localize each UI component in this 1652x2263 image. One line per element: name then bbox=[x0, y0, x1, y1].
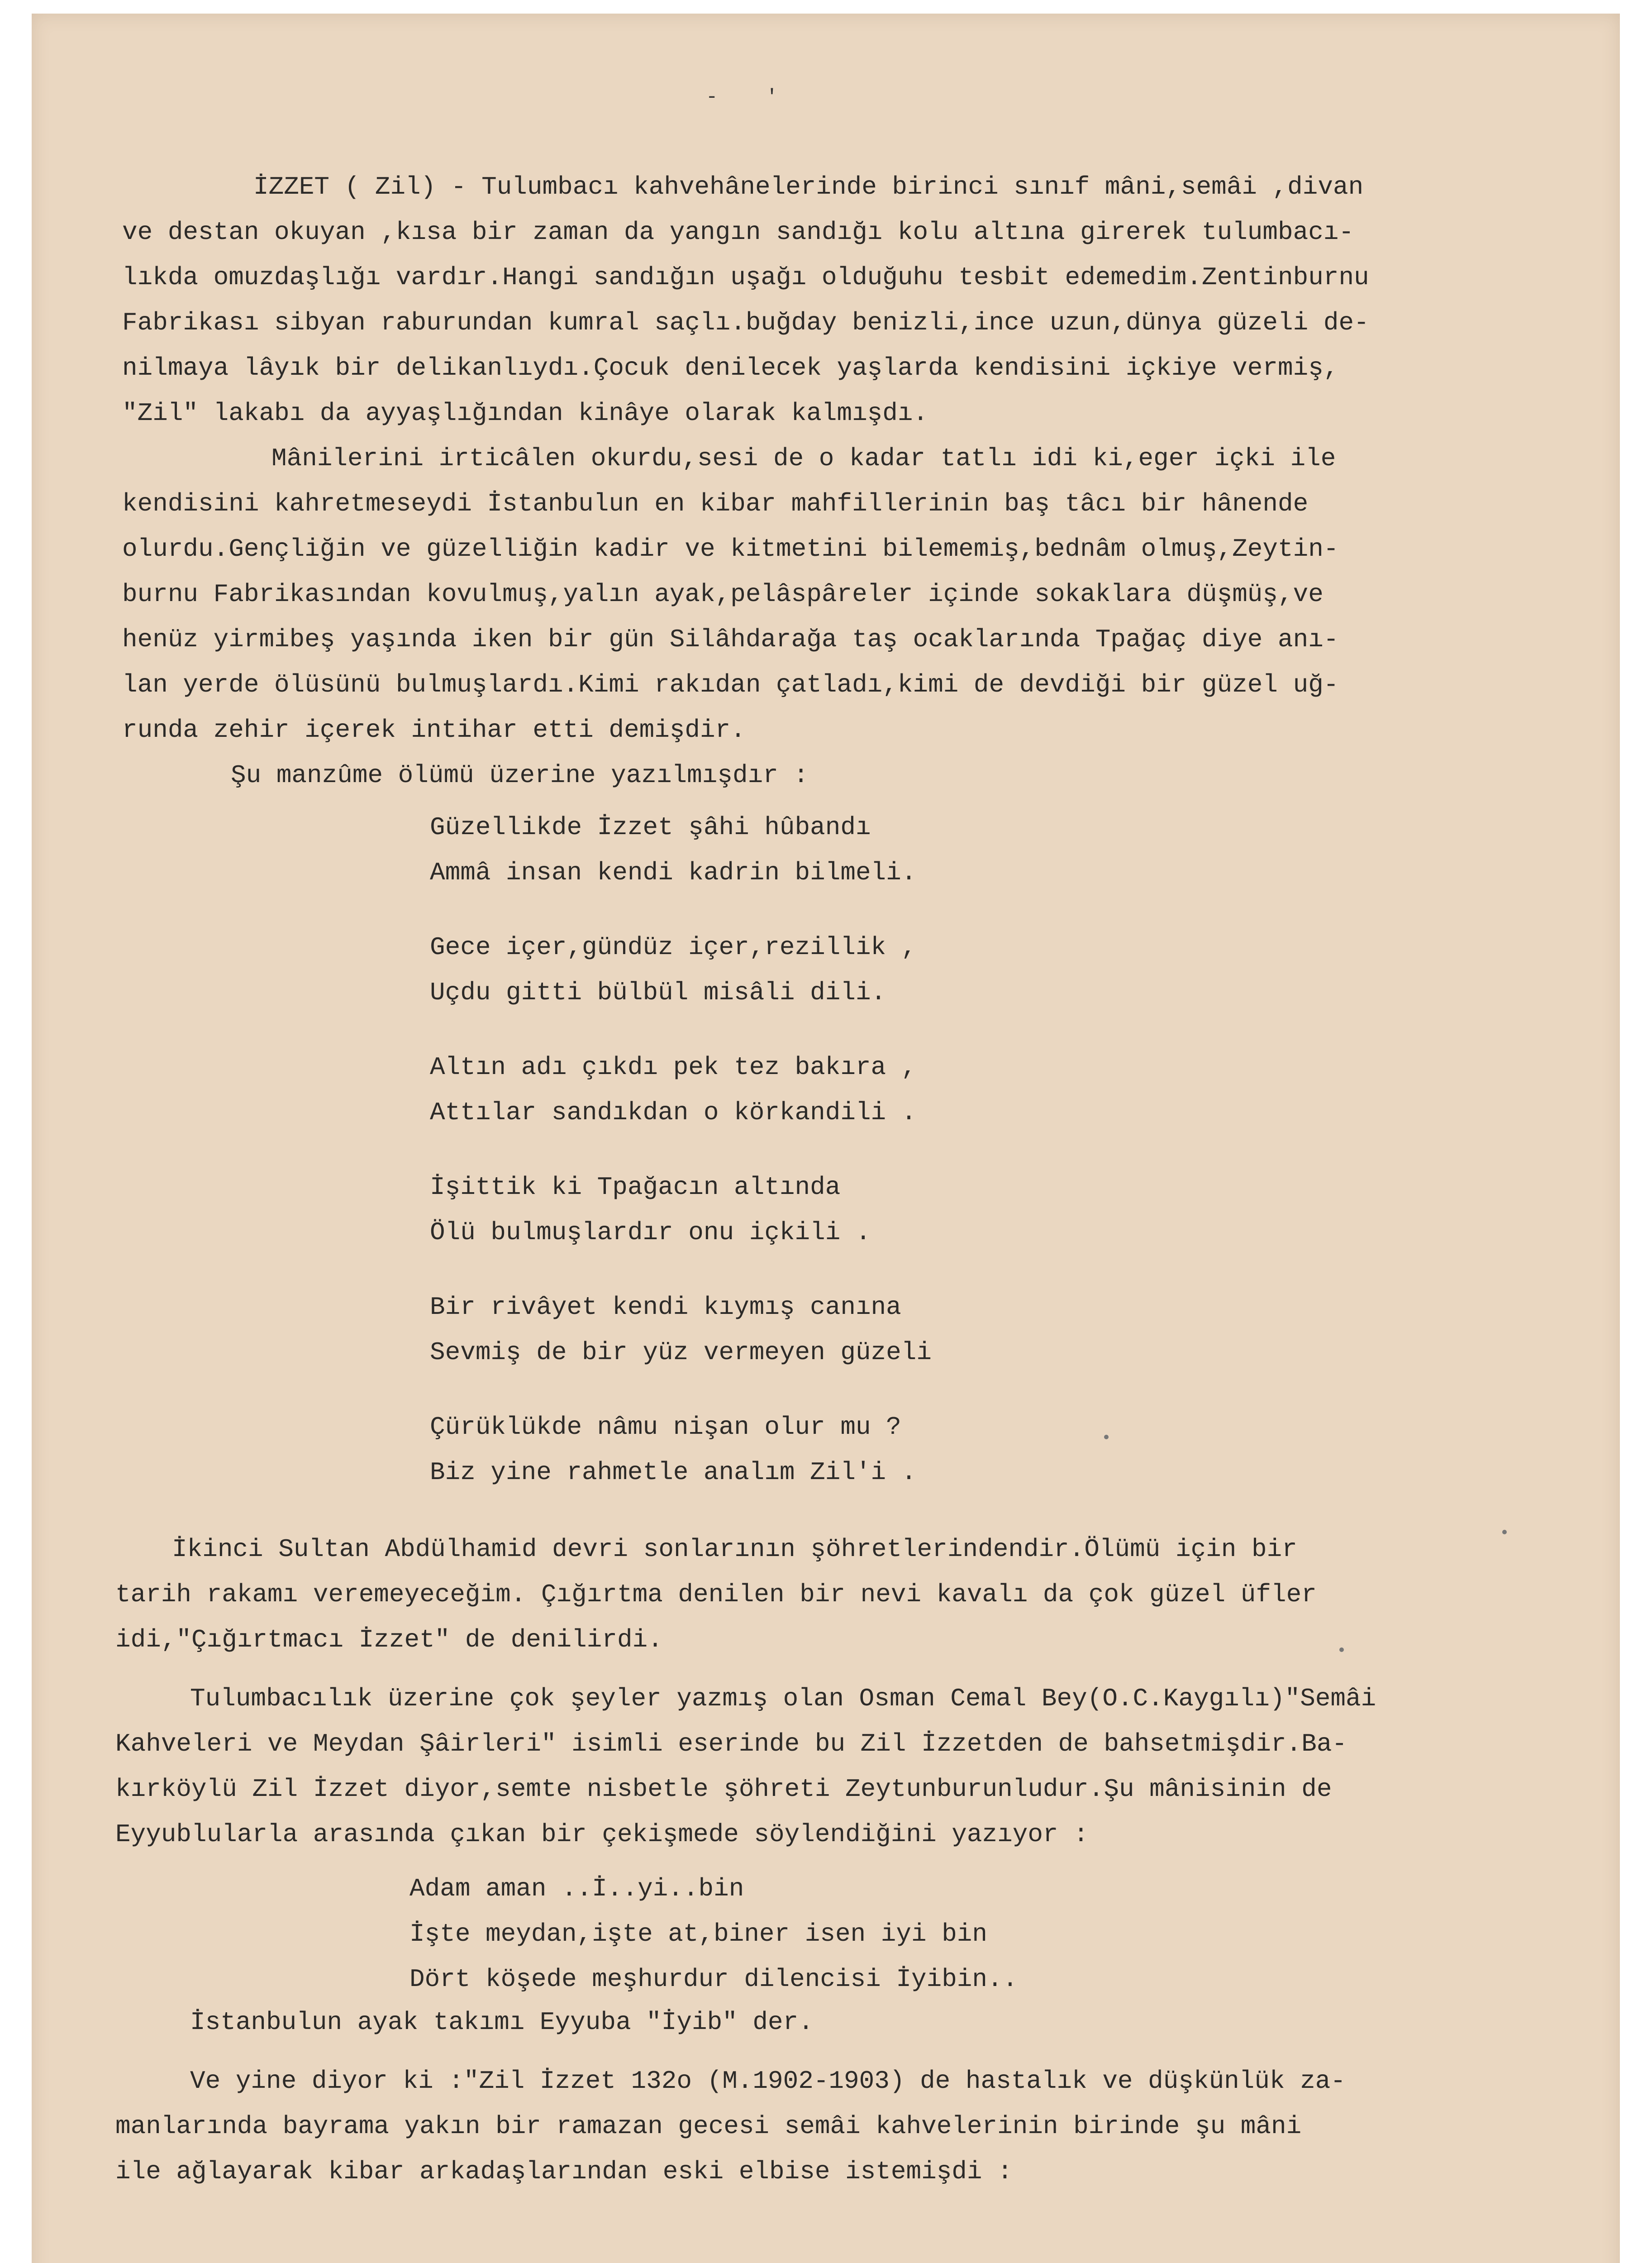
text-line: "Zil" lakabı da ayyaşlığından kinâye olarak kalmışdı. bbox=[122, 399, 928, 428]
poem-line: Gece içer,gündüz içer,rezillik , bbox=[430, 933, 917, 962]
poem-line: Bir rivâyet kendi kıymış canına bbox=[430, 1293, 901, 1322]
text-line: İstanbulun ayak takımı Eyyuba "İyib" der. bbox=[190, 2008, 814, 2037]
text-line: olurdu.Gençliğin ve güzelliğin kadir ve kitmetini bilememiş,bednâm olmuş,Zeytin- bbox=[122, 535, 1339, 563]
mani-line: Dört köşede meşhurdur dilencisi İyibin.. bbox=[409, 1965, 1018, 1994]
paper-speck bbox=[1104, 1435, 1109, 1439]
text-line: burnu Fabrikasından kovulmuş,yalın ayak,pelâspâreler içinde sokaklara düşmüş,ve bbox=[122, 580, 1324, 609]
poem-line: Güzellikde İzzet şâhi hûbandı bbox=[430, 813, 871, 842]
poem-line: Sevmiş de bir yüz vermeyen güzeli bbox=[430, 1338, 932, 1367]
text-line: İZZET ( Zil) - Tulumbacı kahvehânelerinde birinci sınıf mâni,semâi ,divan bbox=[253, 172, 1364, 201]
text-line: kırköylü Zil İzzet diyor,semte nisbetle şöhreti Zeytunburunludur.Şu mânisinin de bbox=[115, 1775, 1332, 1804]
poem-line: İşittik ki Tpağacın altında bbox=[430, 1173, 841, 1202]
text-line: idi,"Çığırtmacı İzzet" de denilirdi. bbox=[115, 1625, 663, 1654]
text-line: Fabrikası sibyan raburundan kumral saçlı.buğday benizli,ince uzun,dünya güzeli de- bbox=[122, 308, 1369, 337]
poem-line: Attılar sandıkdan o körkandili . bbox=[430, 1098, 917, 1127]
text-line: manlarında bayrama yakın bir ramazan gecesi semâi kahvelerinin birinde şu mâni bbox=[115, 2112, 1302, 2141]
text-line: kendisini kahretmeseydi İstanbulun en kibar mahfillerinin baş tâcı bir hânende bbox=[122, 489, 1309, 518]
text-line: ve destan okuyan ,kısa bir zaman da yangın sandığı kolu altına girerek tulumbacı- bbox=[122, 218, 1354, 247]
page-header-mark: - ' bbox=[706, 86, 796, 109]
poem-line: Altın adı çıkdı pek tez bakıra , bbox=[430, 1053, 917, 1082]
text-line: İkinci Sultan Abdülhamid devri sonlarının şöhretlerindendir.Ölümü için bir bbox=[172, 1535, 1297, 1564]
text-line: ile ağlayarak kibar arkadaşlarından eski elbise istemişdi : bbox=[115, 2157, 1013, 2186]
poem-line: Ammâ insan kendi kadrin bilmeli. bbox=[430, 858, 917, 887]
text-line: henüz yirmibeş yaşında iken bir gün Silâhdarağa taş ocaklarında Tpağaç diye anı- bbox=[122, 625, 1339, 654]
text-line: nilmaya lâyık bir delikanlıydı.Çocuk denilecek yaşlarda kendisini içkiye vermiş, bbox=[122, 353, 1339, 382]
paper-speck bbox=[1339, 1647, 1344, 1652]
poem-line: Çürüklükde nâmu nişan olur mu ? bbox=[430, 1413, 901, 1442]
text-line: tarih rakamı veremeyeceğim. Çığırtma denilen bir nevi kavalı da çok güzel üfler bbox=[115, 1580, 1317, 1609]
poem-line: Ölü bulmuşlardır onu içkili . bbox=[430, 1218, 871, 1247]
text-line: lıkda omuzdaşlığı vardır.Hangi sandığın uşağı olduğuhu tesbit edemedim.Zentinburnu bbox=[122, 263, 1369, 292]
text-line: Şu manzûme ölümü üzerine yazılmışdır : bbox=[231, 761, 809, 790]
text-line: Mânilerini irticâlen okurdu,sesi de o kadar tatlı idi ki,eger içki ile bbox=[271, 444, 1336, 473]
text-line: runda zehir içerek intihar etti demişdir. bbox=[122, 716, 746, 745]
poem-line: Uçdu gitti bülbül misâli dili. bbox=[430, 978, 886, 1007]
text-line: Kahveleri ve Meydan Şâirleri" isimli eserinde bu Zil İzzetden de bahsetmişdir.Ba- bbox=[115, 1729, 1347, 1758]
text-line: Tulumbacılık üzerine çok şeyler yazmış olan Osman Cemal Bey(O.C.Kaygılı)"Semâi bbox=[190, 1684, 1376, 1713]
paper-speck bbox=[1502, 1530, 1507, 1534]
mani-line: Adam aman ..İ..yi..bin bbox=[409, 1874, 744, 1903]
text-line: Ve yine diyor ki :"Zil İzzet 132o (M.1902-1903) de hastalık ve düşkünlük za- bbox=[190, 2067, 1346, 2096]
text-line: Eyyublularla arasında çıkan bir çekişmede söylendiğini yazıyor : bbox=[115, 1820, 1089, 1849]
mani-line: İşte meydan,işte at,biner isen iyi bin bbox=[409, 1919, 988, 1948]
poem-line: Biz yine rahmetle analım Zil'i . bbox=[430, 1458, 917, 1487]
text-line: lan yerde ölüsünü bulmuşlardı.Kimi rakıdan çatladı,kimi de devdiği bir güzel uğ- bbox=[122, 670, 1339, 699]
